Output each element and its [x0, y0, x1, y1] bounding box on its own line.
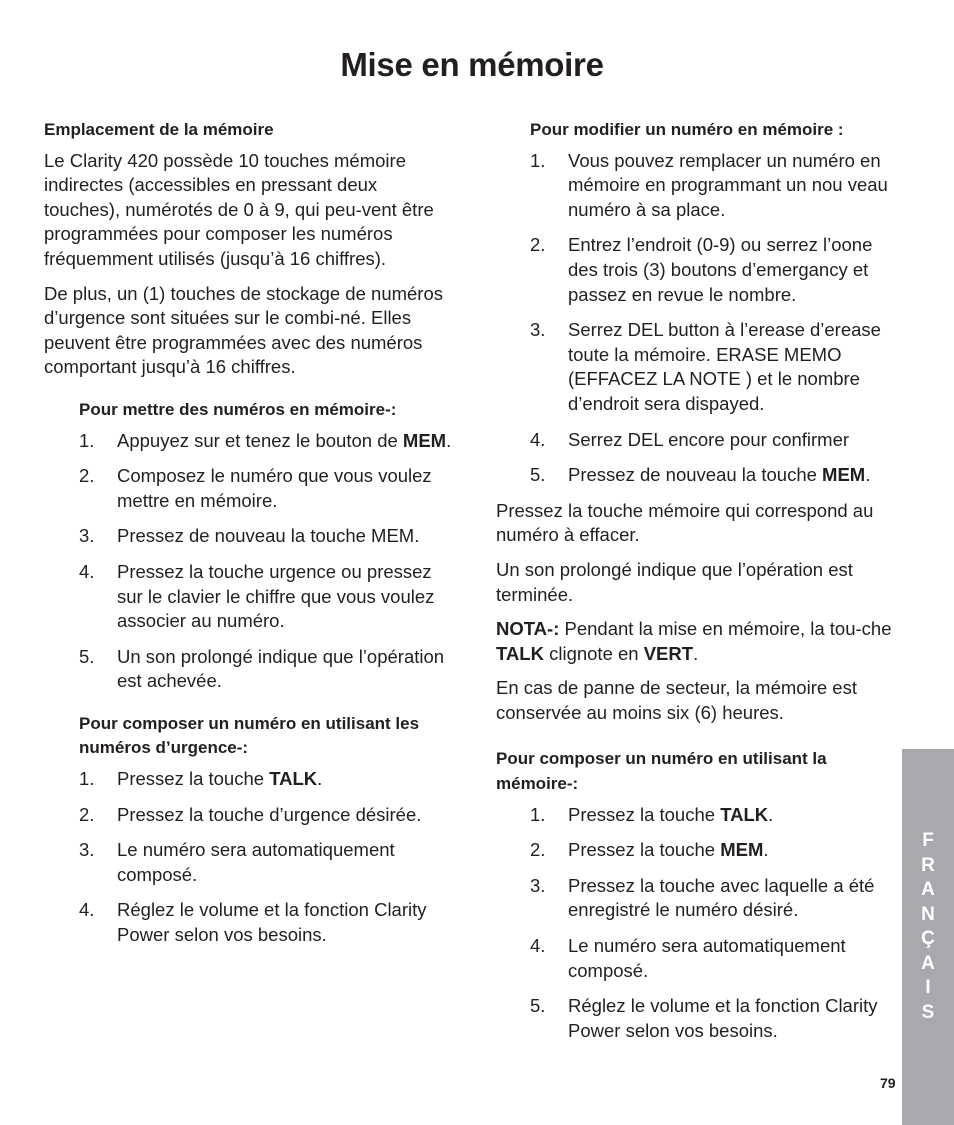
step-number: 2. — [530, 234, 546, 256]
step-number: 1. — [79, 768, 95, 790]
tab-letter: N — [921, 903, 935, 925]
step-text-main: Pressez la touche urgence ou pressez sur le clavier le chiffre que vous voulez associer au numéro. — [117, 560, 435, 632]
list-item — [530, 233, 904, 307]
list-item — [79, 803, 454, 828]
step-text — [568, 874, 904, 923]
step-text — [117, 645, 454, 694]
list-item — [79, 767, 454, 792]
tab-letter: S — [921, 1001, 935, 1023]
store-section — [79, 398, 454, 948]
step-text-main: Pressez la touche — [117, 768, 270, 790]
language-tab-letters — [902, 829, 954, 1025]
list-item — [530, 874, 904, 923]
step-number: 1. — [530, 149, 546, 171]
step-text-main: Le numéro sera automatiquement composé. — [117, 839, 395, 885]
step-number: 2. — [79, 803, 95, 825]
step-key-name: MEM — [822, 464, 866, 486]
note-text-1: Pendant la mise en mémoire, la tou-che — [559, 618, 892, 640]
list-item — [530, 428, 904, 453]
tab-letter: I — [925, 977, 931, 998]
step-text-main: Serrez DEL button à l’erease d’erease toute la mémoire. ERASE MEMO (EFFACEZ LA NOTE ) et le nombre d’endroit sera dispayed. — [568, 319, 881, 414]
list-item — [530, 838, 904, 863]
note-paragraph — [496, 617, 904, 666]
step-text — [568, 233, 904, 307]
note-label: NOTA-: — [496, 618, 560, 640]
step-number: 3. — [530, 319, 546, 341]
step-text — [568, 994, 904, 1043]
step-number: 1. — [79, 429, 95, 451]
step-text-main: Pressez la touche — [568, 839, 721, 861]
step-text-main: Vous pouvez remplacer un numéro en mémoire en programmant un nou veau numéro à sa place. — [568, 149, 888, 220]
step-number: 1. — [530, 803, 546, 825]
step-text — [568, 934, 904, 983]
step-number: 4. — [530, 428, 546, 450]
step-number: 5. — [530, 995, 546, 1017]
step-text — [568, 428, 904, 453]
store-steps — [79, 429, 454, 694]
list-item — [79, 645, 454, 694]
step-text-main: Réglez le volume et la fonction Clarity Power selon vos besoins. — [117, 899, 427, 946]
step-text-main: Le numéro sera automatiquement composé. — [568, 935, 846, 981]
step-text-main: Pressez la touche — [568, 803, 721, 825]
list-item — [530, 318, 904, 416]
step-number: 3. — [530, 874, 546, 896]
step-text-end: . — [763, 839, 769, 861]
left-column — [44, 118, 454, 959]
step-text-end: . — [446, 429, 452, 451]
page-number: 79 — [880, 1075, 896, 1091]
list-item — [530, 803, 904, 828]
right-column — [496, 118, 904, 1054]
list-item — [79, 560, 454, 634]
list-item — [79, 464, 454, 513]
step-key-name: TALK — [269, 768, 318, 790]
step-text-main: Serrez DEL encore pour confirmer — [568, 428, 850, 450]
step-text-end: . — [865, 464, 871, 486]
list-item — [79, 524, 454, 549]
section-heading-modify: Pour modifier un numéro en mémoire : — [530, 120, 844, 139]
step-number: 4. — [530, 935, 546, 957]
step-text — [117, 803, 454, 828]
note-vert: VERT — [643, 642, 694, 664]
list-item — [79, 838, 454, 887]
section-heading-memory-location: Emplacement de la mémoire — [44, 120, 274, 139]
step-key-name: MEM — [402, 429, 447, 451]
step-text-main: Un son prolongé indique que l’opération est achevée. — [117, 645, 445, 692]
section-heading-dial-memory: Pour composer un numéro en utilisant la mémoire-: — [496, 749, 827, 794]
step-key-name: MEM — [720, 839, 764, 861]
list-item — [530, 149, 904, 223]
paragraph-sound: Un son prolongé indique que l’opération est terminée. — [496, 558, 853, 605]
list-item — [79, 898, 454, 947]
paragraph-power-failure: En cas de panne de secteur, la mémoire est conservée au moins six (6) heures. — [496, 677, 857, 723]
step-text-end: . — [317, 768, 323, 790]
paragraph-emergency-keys: De plus, un (1) touches de stockage de numéros d’urgence sont situées sur le combi-né. Elles peuvent être programmées avec des numéros comportant jusqu’à 16 chiffres. — [44, 282, 444, 378]
tab-letter: A — [921, 952, 935, 974]
step-text-main: Réglez le volume et la fonction Clarity Power selon vos besoins. — [568, 995, 878, 1041]
step-text — [568, 803, 904, 828]
step-text — [568, 318, 904, 416]
step-number: 2. — [530, 839, 546, 861]
step-text-main: Appuyez sur et tenez le bouton de — [117, 429, 403, 451]
step-text — [117, 464, 454, 513]
step-number: 4. — [79, 560, 95, 582]
step-text — [568, 838, 904, 863]
step-text-main: Pressez de nouveau la touche MEM. — [117, 525, 420, 547]
step-text-main: Pressez de nouveau la touche — [568, 464, 823, 486]
list-item — [530, 463, 904, 488]
step-text — [117, 560, 454, 634]
note-end: . — [693, 642, 699, 664]
page-title: Mise en mémoire — [340, 46, 604, 83]
paragraph-intro: Le Clarity 420 possède 10 touches mémoire indirectes (accessibles en pressant deux touches), numérotés de 0 à 9, qui peu-vent être programmées pour composer les numéros fréquemment utilisés (jusqu’à 16 chiffres). — [44, 149, 434, 269]
modify-steps — [530, 149, 904, 488]
step-text — [117, 524, 454, 549]
list-item — [530, 934, 904, 983]
step-text-end: . — [768, 803, 774, 825]
tab-letter: F — [922, 830, 934, 851]
step-text — [568, 463, 904, 488]
step-text — [117, 767, 454, 792]
step-number: 3. — [79, 525, 95, 547]
step-text-main: Pressez la touche d’urgence désirée. — [117, 803, 422, 825]
step-text-main: Pressez la touche avec laquelle a été enregistré le numéro désiré. — [568, 874, 875, 921]
language-side-tab — [902, 749, 954, 1125]
paragraph-erase: Pressez la touche mémoire qui correspond au numéro à effacer. — [496, 499, 874, 546]
step-text — [117, 838, 454, 887]
dial-steps — [530, 803, 904, 1044]
step-number: 2. — [79, 465, 95, 487]
step-text — [568, 149, 904, 223]
step-key-name: TALK — [720, 803, 769, 825]
section-heading-store: Pour mettre des numéros en mémoire-: — [79, 399, 397, 419]
step-text-main: Composez le numéro que vous voulez mettre en mémoire. — [117, 465, 432, 511]
section-heading-emergency-dial: Pour composer un numéro en utilisant les numéros d’urgence-: — [79, 713, 420, 758]
note-talk: TALK — [496, 642, 544, 664]
note-text-2: clignote en — [543, 642, 644, 664]
step-number: 5. — [530, 464, 546, 486]
list-item — [530, 994, 904, 1043]
step-text — [117, 429, 454, 454]
tab-letter: R — [921, 854, 935, 876]
tab-letter: A — [921, 879, 935, 900]
tab-letter: Ç — [921, 928, 935, 949]
emergency-steps — [79, 767, 454, 948]
step-number: 3. — [79, 839, 95, 861]
list-item — [79, 429, 454, 454]
step-text — [117, 898, 454, 947]
step-number: 5. — [79, 645, 95, 667]
step-text-main: Entrez l’endroit (0-9) ou serrez l’oone des trois (3) boutons d’emergancy et passez en revue le nombre. — [568, 234, 873, 305]
step-number: 4. — [79, 899, 95, 921]
